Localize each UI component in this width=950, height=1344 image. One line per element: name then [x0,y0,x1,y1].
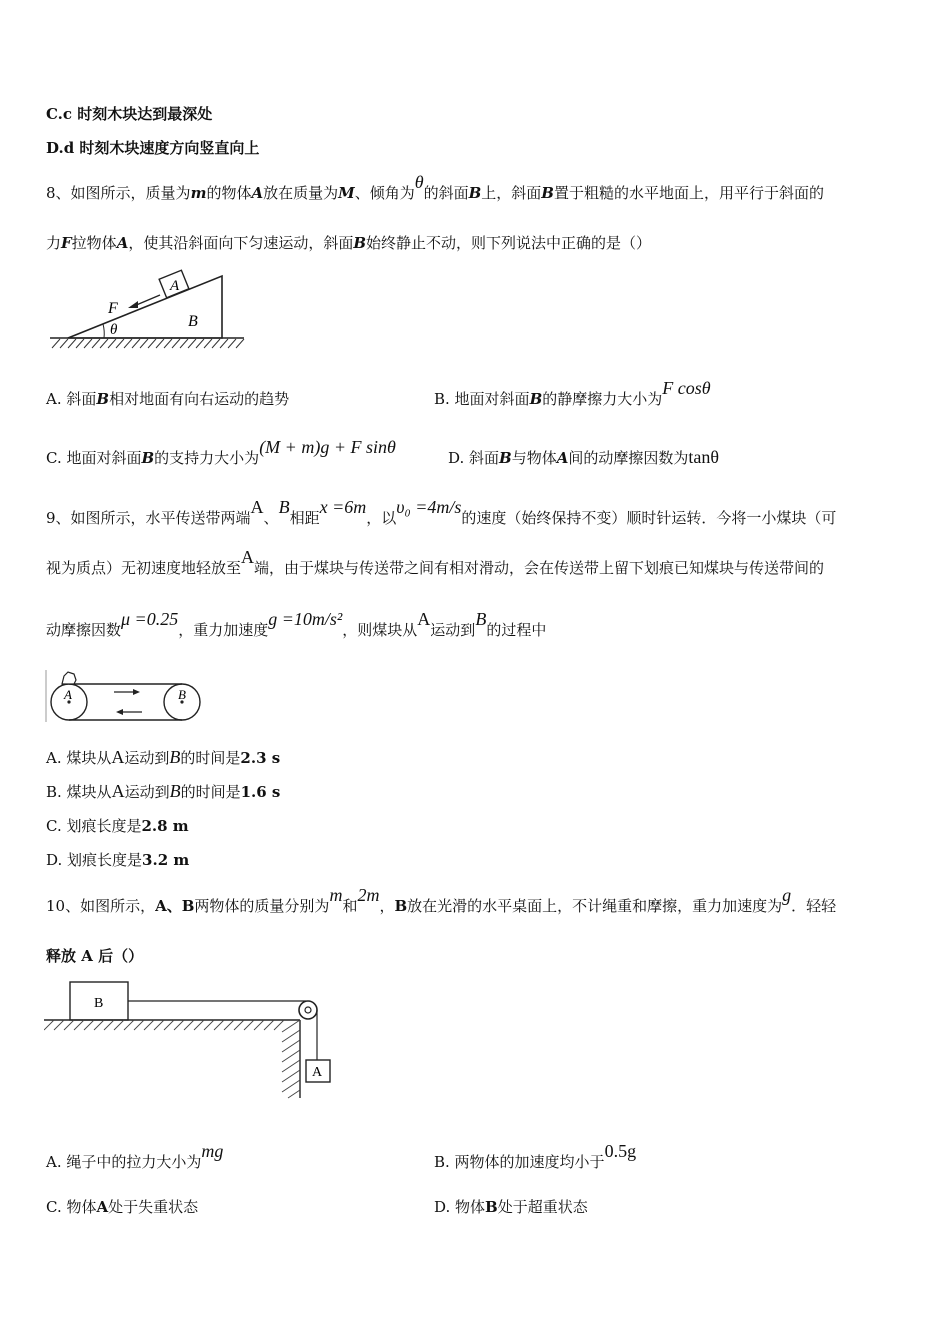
q8-option-b: B. 地面对斜面B的静摩擦力大小为F cosθ [434,378,711,408]
q8-fig-label-B: B [188,313,198,330]
q8-option-a: A. 斜面B相对地面有向右运动的趋势 [46,390,290,408]
q9-fig-label-A: A [64,687,72,702]
q10-fig-label-B: B [94,996,104,1011]
q9-option-c: C. 划痕长度是2.8 m [46,817,189,835]
q10-pulley-figure [44,980,334,1102]
q9-option-a: A. 煤块从A运动到B的时间是2.3 s [46,747,281,767]
q8-option-c: C. 地面对斜面B的支持力大小为(M + m)g + F sinθ [46,437,396,467]
q8-fig-label-F: F [108,300,118,317]
q9-fig-label-B: B [178,687,186,702]
q10-stem-line1: 10、如图所示，A、B两物体的质量分别为m和2m，B放在光滑的水平桌面上，不计绳重和摩擦，重力加速度为g．轻轻 [46,885,837,915]
q10-fig-label-A: A [312,1065,323,1080]
q10-option-c: C. 物体A处于失重状态 [46,1198,199,1216]
q9-stem-line1: 9、如图所示，水平传送带两端A、B相距x =6m，以υ₀ =4m/s的速度（始终保持不变）顺时针运转．今将一小煤块（可 [46,497,837,527]
q8-fig-label-A: A [170,278,180,294]
q8-fig-label-theta: θ [110,322,118,338]
q8-incline-figure [48,268,248,352]
q10-stem-line2: 释放 A 后（） [46,947,144,965]
q10-option-a: A. 绳子中的拉力大小为mg [46,1141,224,1171]
q8-option-d: D. 斜面B与物体A间的动摩擦因数为tanθ [448,447,720,467]
q7-option-c: C.c 时刻木块达到最深处 [46,105,213,123]
q10-option-d: D. 物体B处于超重状态 [434,1198,588,1216]
q7-option-d: D.d 时刻木块速度方向竖直向上 [46,139,260,157]
q10-option-b: B. 两物体的加速度均小于0.5g [434,1141,637,1171]
q9-stem-line2: 视为质点）无初速度地轻放至A端，由于煤块与传送带之间有相对滑动，会在传送带上留下划痕已知煤块与传送带间的 [46,547,825,577]
q9-conveyor-figure [44,668,206,726]
q9-option-d: D. 划痕长度是3.2 m [46,851,190,869]
q9-option-b: B. 煤块从A运动到B的时间是1.6 s [46,781,281,801]
q9-stem-line3: 动摩擦因数μ =0.25，重力加速度g =10m/s²，则煤块从A运动到B的过程中 [46,609,547,639]
q8-stem-line1: 8、如图所示，质量为m的物体A放在质量为M、倾角为θ的斜面B上，斜面B置于粗糙的水平地面上，用平行于斜面的 [46,172,824,202]
q8-stem-line2: 力F拉物体A，使其沿斜面向下匀速运动，斜面B始终静止不动，则下列说法中正确的是（） [46,234,652,252]
